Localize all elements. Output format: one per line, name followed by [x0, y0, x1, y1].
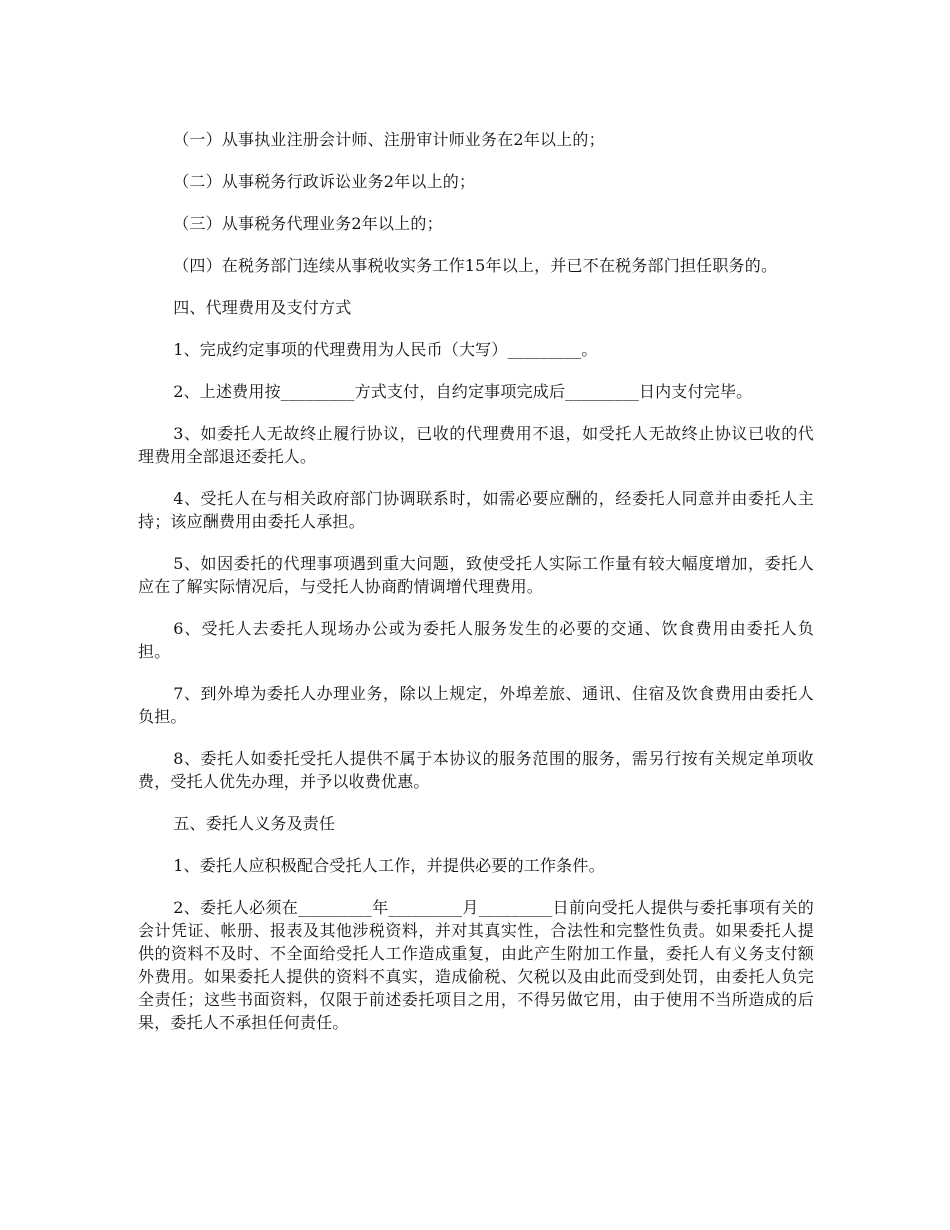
paragraph-obligation-2: 2、委托人必须在_________年_________月_________日前向受托人提供与委托事项有关的会计凭证、帐册、报表及其他涉税资料，并对其真实性，合法性和完整性负责。如果委托人提供的资料不及时、不全面给受托人工作造成重复，由此产生附加工作量，委托人有义务支付额外费用。如果委托人提供的资料不真实，造成偷税、欠税以及由此而受到处罚，由委托人负完全责任；这些书面资料，仅限于前述委托项目之用，不得另做它用，由于使用不当所造成的后果，委托人不承担任何责任。	[138, 898, 814, 1032]
paragraph-fee-3: 3、如委托人无故终止履行协议，已收的代理费用不退，如受托人无故终止协议已收的代理费用全部退还委托人。	[138, 424, 814, 466]
paragraph-qualification-2: （二）从事税务行政诉讼业务2年以上的；	[173, 172, 476, 191]
section-heading-fees: 四、代理费用及支付方式	[173, 298, 352, 317]
paragraph-qualification-3: （三）从事税务代理业务2年以上的；	[173, 214, 443, 233]
paragraph-fee-1: 1、完成约定事项的代理费用为人民币（大写）_________。	[173, 340, 598, 359]
paragraph-fee-6: 6、受托人去委托人现场办公或为委托人服务发生的必要的交通、饮食费用由委托人负担。	[138, 619, 814, 661]
section-heading-obligations: 五、委托人义务及责任	[173, 814, 336, 833]
paragraph-fee-2: 2、上述费用按_________方式支付，自约定事项完成后_________日内支付完毕。	[173, 382, 753, 401]
paragraph-fee-8: 8、委托人如委托受托人提供不属于本协议的服务范围的服务，需另行按有关规定单项收费，受托人优先办理，并予以收费优惠。	[138, 749, 814, 791]
document-body	[138, 128, 814, 1053]
paragraph-qualification-4: （四）在税务部门连续从事税收实务工作15年以上，并已不在税务部门担任职务的。	[173, 256, 778, 275]
paragraph-fee-7: 7、到外埠为委托人办理业务，除以上规定，外埠差旅、通讯、住宿及饮食费用由委托人负担。	[138, 684, 814, 726]
paragraph-obligation-1: 1、委托人应积极配合受托人工作，并提供必要的工作条件。	[173, 856, 605, 875]
paragraph-qualification-1: （一）从事执业注册会计师、注册审计师业务在2年以上的；	[173, 130, 605, 149]
paragraph-fee-5: 5、如因委托的代理事项遇到重大问题，致使受托人实际工作量有较大幅度增加，委托人应在了解实际情况后，与受托人协商酌情调增代理费用。	[138, 554, 814, 596]
paragraph-fee-4: 4、受托人在与相关政府部门协调联系时，如需必要应酬的，经委托人同意并由委托人主持；该应酬费用由委托人承担。	[138, 489, 814, 531]
